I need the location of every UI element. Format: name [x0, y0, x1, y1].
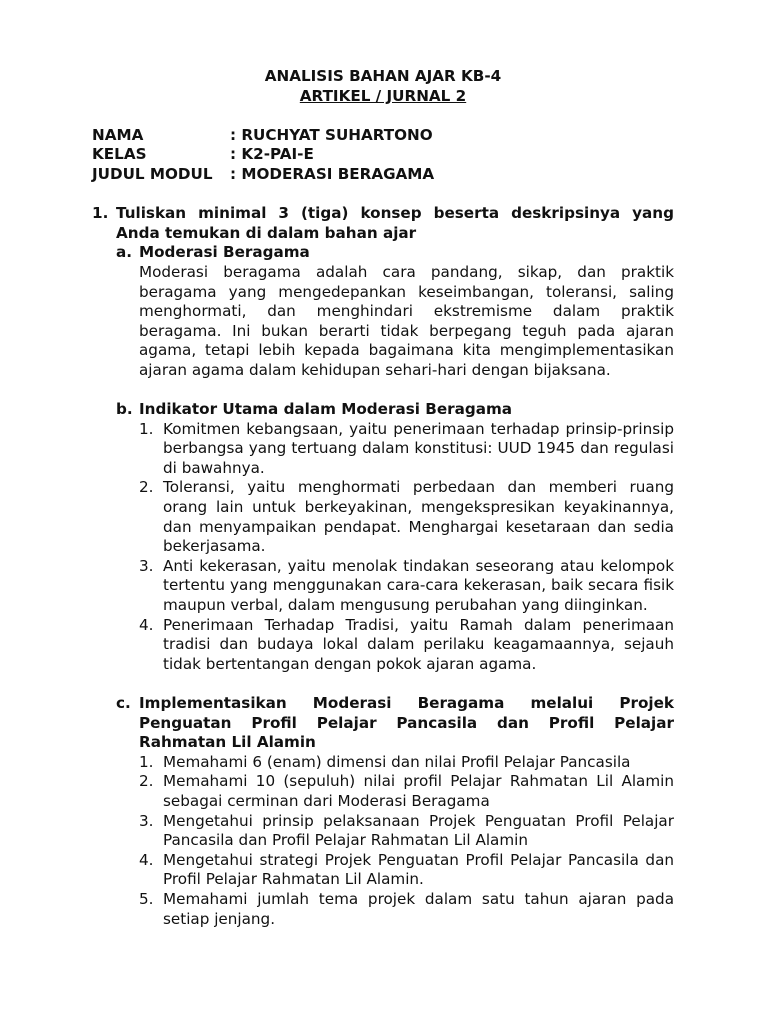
list-item-number: 2.	[139, 478, 154, 497]
list-item-number: 5.	[139, 889, 154, 908]
list-item	[139, 772, 674, 811]
list-item	[139, 812, 674, 851]
list-item-number: 4.	[139, 615, 154, 634]
section-description: Moderasi beragama adalah cara pandang, sikap, dan praktik beragama yang mengedepankan keseimbangan, toleransi, saling menghormati, dan menghindari ekstremisme dalam praktik beragama. Ini bukan berarti tidak berpegang teguh pada ajaran agama, tetapi lebih kepada bagaimana kita mengimplementasikan ajaran agama dalam kehidupan sehari-hari dengan bijaksana.	[139, 262, 674, 379]
question-body	[116, 204, 674, 929]
list-item-text: Toleransi, yaitu menghormati perbedaan dan memberi ruang orang lain untuk berkeyakinan, mengekspresikan keyakinannya, dan menyampaikan pendapat. Menghargai kesetaraan dan sedia bekerjasama.	[163, 478, 674, 556]
list-item-text: Komitmen kebangsaan, yaitu penerimaan terhadap prinsip-prinsip berbangsa yang tertuang dalam konstitusi: UUD 1945 dan regulasi di bawahnya.	[163, 419, 674, 477]
list-item-number: 1.	[139, 419, 154, 438]
list-item-number: 1.	[139, 752, 154, 771]
meta-value: : MODERASI BERAGAMA	[230, 164, 435, 183]
list-item	[139, 557, 674, 616]
question-1	[92, 204, 674, 929]
document-page	[92, 67, 674, 929]
spacer	[116, 674, 674, 694]
meta-key: NAMA	[92, 125, 144, 144]
meta-key: KELAS	[92, 145, 147, 164]
list-item	[139, 753, 674, 773]
list-item-number: 4.	[139, 850, 154, 869]
meta-key: JUDUL MODUL	[92, 164, 213, 183]
list-item	[139, 420, 674, 479]
section-marker: c.	[116, 694, 131, 712]
question-text: Tuliskan minimal 3 (tiga) konsep beserta deskripsinya yang Anda temukan di dalam bahan ajar	[116, 204, 674, 242]
meta-value: : K2-PAI-E	[230, 145, 314, 164]
section-body	[139, 243, 674, 380]
list-item-text: Penerimaan Terhadap Tradisi, yaitu Ramah dalam penerimaan tradisi dan budaya lokal dalam perilaku keagamaannya, sejauh tidak bertentangan dengan pokok ajaran agama.	[163, 615, 674, 673]
section-b	[116, 400, 674, 674]
list-item-text: Memahami jumlah tema projek dalam satu tahun ajaran pada setiap jenjang.	[163, 889, 674, 928]
list-item-text: Mengetahui prinsip pelaksanaan Projek Penguatan Profil Pelajar Pancasila dan Profil Pelajar Rahmatan Lil Alamin	[163, 811, 674, 850]
document-title: ANALISIS BAHAN AJAR KB-4	[264, 67, 502, 85]
section-marker: a.	[116, 243, 133, 262]
list-item-number: 2.	[139, 772, 154, 791]
list-item	[139, 616, 674, 675]
list-item-text: Anti kekerasan, yaitu menolak tindakan seseorang atau kelompok tertentu yang menggunakan cara-cara kekerasan, baik secara fisik maupun verbal, dalam mengusung perubahan yang diinginkan.	[163, 556, 674, 615]
section-title: Moderasi Beragama	[139, 243, 310, 262]
list-item-text: Mengetahui strategi Projek Penguatan Profil Pelajar Pancasila dan Profil Pelajar Rahmatan Lil Alamin.	[163, 850, 674, 889]
section-title: Indikator Utama dalam Moderasi Beragama	[139, 400, 513, 419]
section-body	[139, 694, 674, 929]
list-item	[139, 851, 674, 890]
meta-row-judul-modul	[92, 165, 674, 185]
section-c	[116, 694, 674, 929]
document-subtitle: ARTIKEL / JURNAL 2	[299, 86, 467, 105]
list-item-number: 3.	[139, 811, 154, 830]
list-item-text: Memahami 10 (sepuluh) nilai profil Pelajar Rahmatan Lil Alamin sebagai cerminan dari Moderasi Beragama	[163, 772, 674, 810]
list-item-text: Memahami 6 (enam) dimensi dan nilai Profil Pelajar Pancasila	[163, 752, 631, 771]
list-item	[139, 890, 674, 929]
section-title: Implementasikan Moderasi Beragama melalui Projek Penguatan Profil Pelajar Pancasila dan Profil Pelajar Rahmatan Lil Alamin	[139, 694, 674, 752]
list-item-number: 3.	[139, 556, 154, 575]
meta-value: : RUCHYAT SUHARTONO	[230, 125, 433, 144]
section-a	[116, 243, 674, 380]
spacer	[116, 381, 674, 401]
meta-row-nama	[92, 126, 674, 146]
identity-block	[92, 126, 674, 185]
section-body	[139, 400, 674, 674]
section-marker: b.	[116, 400, 133, 419]
meta-row-kelas	[92, 145, 674, 165]
list-item	[139, 478, 674, 556]
question-number: 1.	[92, 204, 109, 223]
